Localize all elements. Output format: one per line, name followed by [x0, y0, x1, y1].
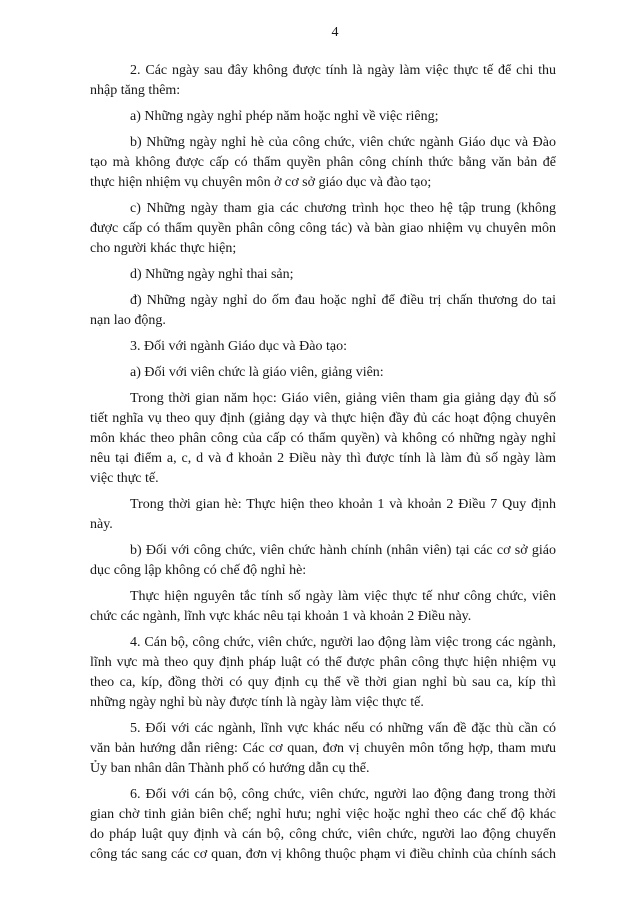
clause-3-a-school-year — [90, 389, 556, 489]
text-line: Ủy ban nhân dân Thành phố có hướng dẫn cụ thể. — [90, 761, 370, 776]
text-line: b) Đối với công chức, viên chức hành chính (nhân viên) tại các cơ sở giáo — [130, 543, 556, 558]
text-line: nêu tại điểm a, c, d và đ khoản 2 Điều này thì được tính là làm đủ số ngày làm — [90, 451, 556, 466]
text-line: thực hiện nhiệm vụ chuyên môn ở cơ sở giáo dục và đào tạo; — [90, 175, 432, 190]
text-line: Trong thời gian hè: Thực hiện theo khoản 1 và khoản 2 Điều 7 Quy định — [130, 497, 556, 512]
text-line: do pháp luật quy định và cán bộ, công chức, viên chức, người lao động chuyển — [90, 827, 556, 842]
clause-3-a-summer — [90, 495, 556, 535]
text-line: a) Đối với viên chức là giáo viên, giảng viên: — [130, 365, 384, 380]
text-line: lĩnh vực mà theo quy định pháp luật có thể được phân công thực hiện nhiệm vụ — [90, 655, 556, 670]
text-line: công tác sang các cơ quan, đơn vị không thuộc phạm vi điều chỉnh của chính sách — [90, 847, 556, 862]
clause-3-item-b — [90, 541, 556, 581]
text-line: việc thực tế. — [90, 471, 159, 486]
text-line: 5. Đối với các ngành, lĩnh vực khác nếu có những vấn đề đặc thù cần có — [130, 721, 556, 736]
text-line: chức các ngành, lĩnh vực khác nêu tại khoản 1 và khoản 2 Điều này. — [90, 609, 472, 624]
text-line: 2. Các ngày sau đây không được tính là ngày làm việc thực tế để chi thu — [130, 63, 556, 78]
text-line: a) Những ngày nghỉ phép năm hoặc nghỉ về việc riêng; — [130, 109, 439, 124]
text-line: gian chờ tinh giản biên chế; nghỉ hưu; nghỉ việc hoặc nghỉ theo các chế độ khác — [90, 807, 556, 822]
page-number: 4 — [331, 25, 339, 40]
text-line: d) Những ngày nghỉ thai sản; — [130, 267, 294, 282]
clause-4 — [90, 633, 556, 713]
clause-3-heading — [90, 337, 556, 357]
text-line: này. — [90, 517, 113, 532]
clause-2-item-dd — [90, 291, 556, 331]
text-line: cho người khác thực hiện; — [90, 241, 237, 256]
clause-2-heading — [90, 61, 556, 101]
text-line: nhập tăng thêm: — [90, 83, 181, 98]
clause-6 — [90, 785, 556, 865]
text-line: tiết nghĩa vụ theo quy định (giảng dạy và thực hiện đầy đủ các hoạt động chuyên — [90, 411, 556, 426]
text-line: 3. Đối với ngành Giáo dục và Đào tạo: — [130, 339, 347, 354]
clause-2-item-d — [90, 265, 556, 285]
clause-2-item-a — [90, 107, 556, 127]
clause-2-item-c — [90, 199, 556, 259]
text-line: văn bản hướng dẫn riêng: Các cơ quan, đơn vị chuyên môn tổng hợp, tham mưu — [90, 741, 556, 756]
document-body — [90, 61, 556, 865]
clause-2-item-b — [90, 133, 556, 193]
text-line: b) Những ngày nghỉ hè của công chức, viên chức ngành Giáo dục và Đào — [130, 135, 556, 150]
text-line: những ngày nghỉ bù này được tính là ngày làm việc thực tế. — [90, 695, 424, 710]
text-line: môn khác theo phân công của cấp có thẩm quyền) và không có những ngày nghỉ — [90, 431, 556, 446]
text-line: theo ca, kíp, đồng thời có quy định cụ thể về thời gian nghỉ bù sau ca, kíp thì — [90, 675, 556, 690]
text-line: c) Những ngày tham gia các chương trình học theo hệ tập trung (không — [130, 201, 556, 216]
text-line: 6. Đối với cán bộ, công chức, viên chức, người lao động đang trong thời — [130, 787, 556, 802]
text-line: 4. Cán bộ, công chức, viên chức, người lao động làm việc trong các ngành, — [130, 635, 556, 650]
text-line: Trong thời gian năm học: Giáo viên, giảng viên tham gia giảng dạy đủ số — [130, 391, 556, 406]
clause-3-b-text — [90, 587, 556, 627]
text-line: tạo mà không được cấp có thẩm quyền phân công chính thức bằng văn bản để — [90, 155, 556, 170]
clause-5 — [90, 719, 556, 779]
text-line: nạn lao động. — [90, 313, 166, 328]
text-line: Thực hiện nguyên tắc tính số ngày làm việc thực tế như công chức, viên — [130, 589, 556, 604]
text-line: dục công lập không có chế độ nghỉ hè: — [90, 563, 307, 578]
text-line: đ) Những ngày nghỉ do ốm đau hoặc nghỉ để điều trị chấn thương do tai — [130, 293, 556, 308]
clause-3-item-a — [90, 363, 556, 383]
text-line: được cấp có thẩm quyền phân công công tác) và bàn giao nhiệm vụ chuyên môn — [90, 221, 556, 236]
